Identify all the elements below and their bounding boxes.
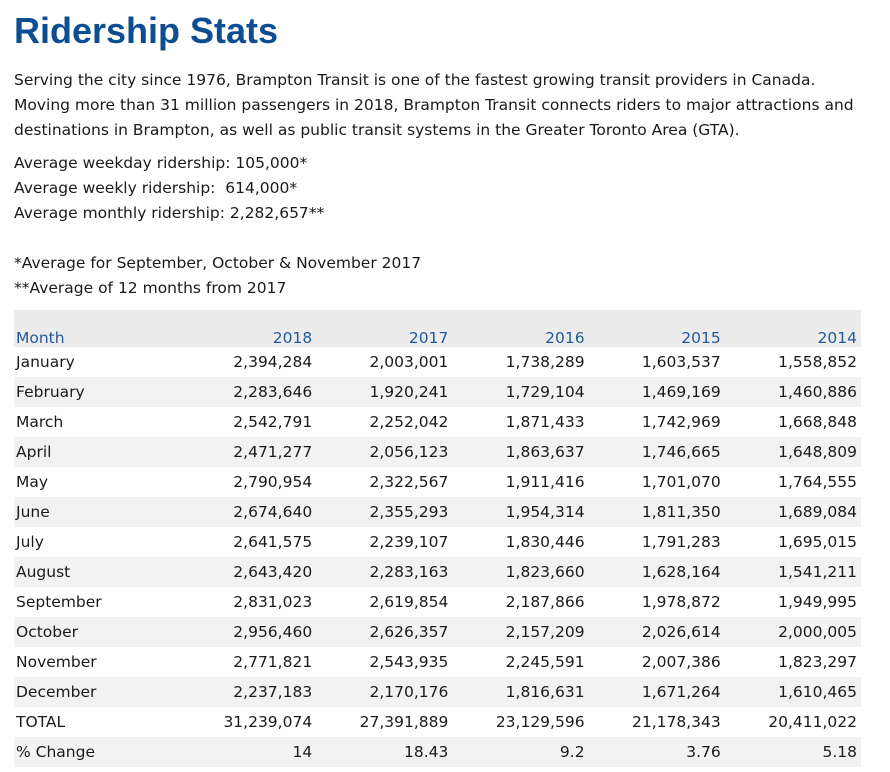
row-label: February (14, 377, 180, 407)
row-label: TOTAL (16, 713, 66, 731)
ridership-table (14, 310, 861, 767)
ridership-value: 9.2 (452, 737, 588, 767)
table-row (14, 527, 861, 557)
table-row (14, 467, 861, 497)
ridership-value: 1,830,446 (505, 533, 585, 551)
ridership-value: 2,157,209 (452, 617, 588, 647)
row-label: August (14, 557, 180, 587)
table-row (14, 587, 861, 617)
ridership-value: 23,129,596 (495, 713, 585, 731)
ridership-value: 18.43 (316, 737, 452, 767)
ridership-value: 2,471,277 (180, 437, 316, 467)
ridership-value: 2,252,042 (369, 413, 449, 431)
table-row (14, 407, 861, 437)
ridership-value: 2,643,420 (180, 557, 316, 587)
ridership-value: 1,610,465 (725, 677, 861, 707)
column-header-year: 2015 (589, 310, 725, 347)
page-title: Ridership Stats (14, 10, 279, 51)
column-header-year: 2016 (452, 310, 588, 347)
ridership-value: 1,816,631 (452, 677, 588, 707)
ridership-value: 1,541,211 (725, 557, 861, 587)
ridership-value: 2,239,107 (369, 533, 449, 551)
table-row (14, 377, 861, 407)
column-header-year: 2017 (316, 310, 452, 347)
ridership-value: 1,764,555 (778, 473, 857, 491)
ridership-value: 2,237,183 (180, 677, 316, 707)
ridership-value: 14 (180, 737, 316, 767)
ridership-value: 1,738,289 (505, 353, 585, 371)
ridership-value: 2,394,284 (233, 353, 313, 371)
ridership-value: 1,668,848 (778, 413, 857, 431)
ridership-value: 1,863,637 (452, 437, 588, 467)
row-label: March (16, 413, 64, 431)
ridership-value: 2,000,005 (725, 617, 861, 647)
ridership-value: 21,178,343 (632, 713, 721, 731)
ridership-value: 2,026,614 (589, 617, 725, 647)
ridership-value: 1,603,537 (641, 353, 721, 371)
ridership-value: 1,460,886 (725, 377, 861, 407)
ridership-value: 1,689,084 (725, 497, 861, 527)
ridership-value: 2,355,293 (316, 497, 452, 527)
table-header-row (14, 310, 861, 347)
row-label: October (14, 617, 180, 647)
footnote-1: *Average for September, October & November 2017 (14, 254, 422, 272)
ridership-value: 1,701,070 (641, 473, 721, 491)
ridership-value: 2,245,591 (505, 653, 585, 671)
weekday-ridership: Average weekday ridership: 105,000* (14, 154, 308, 172)
table-row (14, 437, 861, 467)
ridership-value: 2,641,575 (233, 533, 313, 551)
row-label: December (14, 677, 180, 707)
ridership-value: 2,831,023 (233, 593, 313, 611)
ridership-value: 1,671,264 (589, 677, 725, 707)
ridership-value: 1,742,969 (641, 413, 721, 431)
ridership-value: 2,771,821 (233, 653, 313, 671)
ridership-value: 2,007,386 (641, 653, 721, 671)
ridership-value: 1,648,809 (725, 437, 861, 467)
table-row (14, 647, 861, 677)
ridership-value: 1,978,872 (641, 593, 721, 611)
column-header-year: 2014 (725, 310, 861, 347)
ridership-value: 1,823,660 (452, 557, 588, 587)
ridership-value: 2,626,357 (316, 617, 452, 647)
ridership-value: 2,619,854 (369, 593, 449, 611)
ridership-value: 1,811,350 (589, 497, 725, 527)
ridership-value: 1,871,433 (505, 413, 585, 431)
ridership-value: 1,746,665 (589, 437, 725, 467)
ridership-value: 20,411,022 (768, 713, 857, 731)
row-label: May (16, 473, 49, 491)
ridership-value: 2,003,001 (369, 353, 449, 371)
row-label: January (16, 353, 75, 371)
ridership-value: 3.76 (589, 737, 725, 767)
weekly-ridership: Average weekly ridership: 614,000* (14, 179, 298, 197)
ridership-value: 1,920,241 (316, 377, 452, 407)
table-row (14, 677, 861, 707)
footnotes (14, 251, 876, 301)
ridership-value: 2,283,646 (180, 377, 316, 407)
ridership-value: 2,170,176 (316, 677, 452, 707)
ridership-value: 31,239,074 (223, 713, 313, 731)
intro-paragraph: Serving the city since 1976, Brampton Transit is one of the fastest growing transit providers in Canada. Moving more than 31 million passengers in 2018, Brampton Transit connects riders to major attractions and destinations in Brampton, as well as public transit systems in the Greater Toronto Area (GTA). (14, 71, 854, 139)
ridership-value: 2,283,163 (316, 557, 452, 587)
ridership-value: 1,729,104 (452, 377, 588, 407)
ridership-value: 1,469,169 (589, 377, 725, 407)
monthly-ridership: Average monthly ridership: 2,282,657** (14, 204, 325, 222)
ridership-value: 2,790,954 (233, 473, 313, 491)
ridership-averages (14, 151, 876, 226)
ridership-value: 2,956,460 (180, 617, 316, 647)
ridership-value: 2,187,866 (505, 593, 585, 611)
ridership-value: 2,543,935 (369, 653, 449, 671)
ridership-value: 2,056,123 (316, 437, 452, 467)
ridership-value: 1,954,314 (452, 497, 588, 527)
column-header-year: 2018 (180, 310, 316, 347)
footnote-2: **Average of 12 months from 2017 (14, 279, 287, 297)
table-row (14, 557, 861, 587)
ridership-value: 1,695,015 (778, 533, 857, 551)
table-row (14, 707, 861, 737)
ridership-value: 1,628,164 (589, 557, 725, 587)
ridership-value: 2,322,567 (369, 473, 449, 491)
table-row (14, 617, 861, 647)
row-label: June (14, 497, 180, 527)
row-label: April (14, 437, 180, 467)
row-label: November (16, 653, 97, 671)
ridership-value: 1,911,416 (505, 473, 585, 491)
ridership-value: 1,823,297 (778, 653, 857, 671)
ridership-value: 2,542,791 (233, 413, 313, 431)
ridership-value: 27,391,889 (359, 713, 449, 731)
ridership-value: 1,791,283 (641, 533, 721, 551)
table-body (14, 347, 861, 767)
ridership-value: 1,558,852 (778, 353, 857, 371)
ridership-value: 2,674,640 (180, 497, 316, 527)
row-label: July (16, 533, 44, 551)
row-label: % Change (14, 737, 180, 767)
column-header-month: Month (14, 310, 180, 347)
row-label: September (16, 593, 102, 611)
table-row (14, 347, 861, 377)
table-row (14, 737, 861, 767)
ridership-value: 1,949,995 (778, 593, 857, 611)
table-row (14, 497, 861, 527)
ridership-value: 5.18 (725, 737, 861, 767)
